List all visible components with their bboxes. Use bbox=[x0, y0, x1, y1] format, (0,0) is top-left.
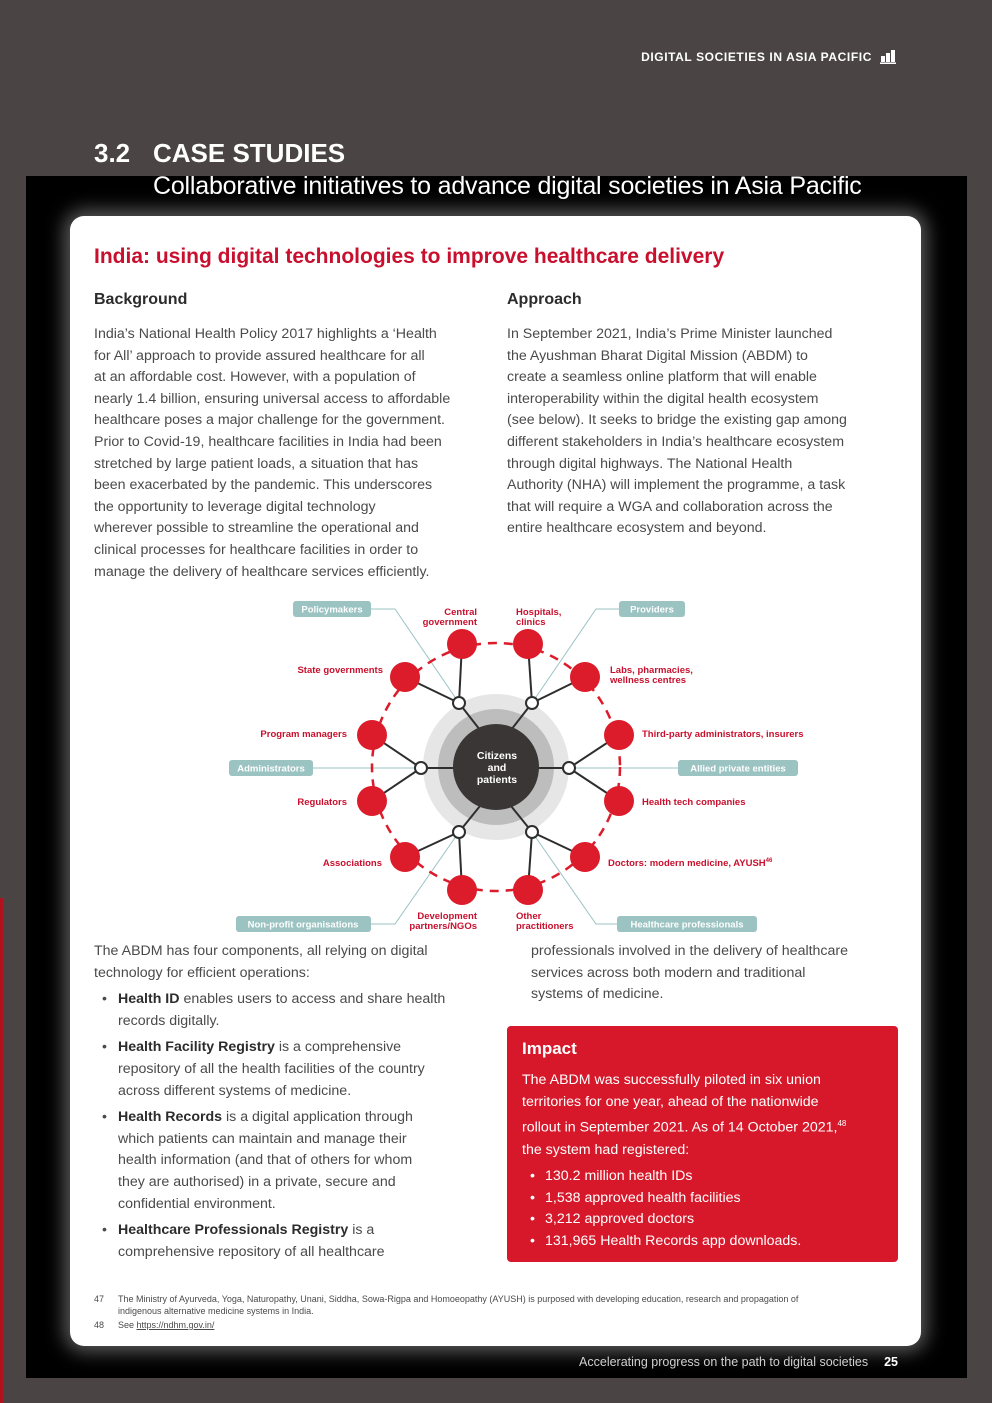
case-study-title: India: using digital technologies to improve healthcare delivery bbox=[94, 245, 725, 268]
component-professionals-registry: • Healthcare Professionals Registry is a comprehensive repository of all healthcare bbox=[94, 1220, 494, 1263]
impact-item: • 130.2 million health IDs bbox=[522, 1166, 887, 1188]
section-title: CASE STUDIES bbox=[153, 138, 346, 168]
center-label-2: and bbox=[487, 762, 507, 774]
node-label-hospitals-2: clinics bbox=[516, 617, 546, 628]
tag-allied-label: Allied private entities bbox=[690, 763, 786, 775]
node-label-development-2: partners/NGOs bbox=[409, 921, 477, 932]
approach-heading: Approach bbox=[507, 291, 582, 308]
node-label-labs-2: wellness centres bbox=[610, 675, 687, 686]
impact-heading: Impact bbox=[522, 1039, 577, 1058]
center-label-3: patients bbox=[476, 774, 518, 786]
footnote-47: 47 The Ministry of Ayurveda, Yoga, Naturopathy, Unani, Siddha, Sowa-Rigpa and Homoeopathy (AYUSH) is purposed with developing education, research and propagation of indigenous alternative medicine systems in India. bbox=[94, 1294, 799, 1316]
tag-providers-label: Providers bbox=[630, 604, 674, 616]
footnote-48: 48 See https://ndhm.gov.in/ bbox=[94, 1320, 215, 1330]
page-footer bbox=[579, 1355, 898, 1369]
background-text: India’s National Health Policy 2017 highlights a ‘Health for All’ approach to provide assured healthcare for all at an affordable cost. However, with a population of nearly 1.4 billion, ensuring universal access to affordable healthcare poses a major challenge for the government. Prior to Covid-19, healthcare facilities in India had been stretched by large patient loads, a situation that has been exacerbated by the pandemic. This underscores the opportunity to leverage digital technology wherever possible to streamline the operational and clinical processes for healthcare facilities in order to manage the delivery of healthcare services efficiently. bbox=[94, 326, 451, 580]
tag-policymakers-label: Policymakers bbox=[301, 604, 363, 616]
impact-box bbox=[507, 1026, 898, 1262]
components-continuation: professionals involved in the delivery of healthcare services across both modern and traditional systems of medicine. bbox=[531, 943, 849, 1003]
impact-list bbox=[522, 1166, 887, 1252]
ndhm-link[interactable]: https://ndhm.gov.in/ bbox=[136, 1320, 215, 1330]
impact-item: • 1,538 approved health facilities bbox=[522, 1188, 887, 1210]
node-label-health-tech: Health tech companies bbox=[642, 797, 746, 808]
node-label-doctors: Doctors: modern medicine, AYUSH$^{46}$ bbox=[608, 858, 773, 869]
component-health-records: • Health Records is a digital application through which patients can maintain and manage their health information (and that of others for whom they are authorised) in a private, secure and confidential environment. bbox=[94, 1107, 494, 1215]
page-number: 25 bbox=[884, 1355, 898, 1369]
node-label-hospitals-1: Hospitals, bbox=[516, 607, 562, 618]
footer-text: Accelerating progress on the path to digital societies bbox=[579, 1355, 869, 1369]
node-label-other-practitioners-1: Other bbox=[516, 911, 542, 922]
node-label-other-practitioners-2: practitioners bbox=[516, 921, 574, 932]
node-label-state-governments: State governments bbox=[297, 665, 383, 676]
node-label-third-party: Third-party administrators, insurers bbox=[642, 729, 804, 740]
tag-administrators-label: Administrators bbox=[237, 763, 305, 775]
node-label-central-government-2: government bbox=[422, 617, 477, 628]
component-health-id: • Health ID enables users to access and share health records digitally. bbox=[94, 989, 494, 1032]
footnotes bbox=[94, 1293, 894, 1333]
publication-title: DIGITAL SOCIETIES IN ASIA PACIFIC bbox=[641, 50, 872, 64]
tag-nonprofit-label: Non-profit organisations bbox=[247, 919, 359, 931]
background-heading: Background bbox=[94, 291, 188, 308]
center-label-1: Citizens bbox=[476, 750, 518, 762]
tag-healthcare-professionals-label: Healthcare professionals bbox=[630, 919, 744, 931]
section-number: 3.2 bbox=[94, 138, 131, 168]
components-list bbox=[94, 989, 494, 1263]
impact-text: The ABDM was successfully piloted in six union territories for one year, ahead of the nationwide rollout in September 2021. As of 14 October 2021,48 the system had registered: • 130.2 million health IDs • 1,538 approved health facilities • 3,212 approved doctors • 131,965 Health Records app downloads. bbox=[522, 1070, 887, 1252]
component-facility-registry: • Health Facility Registry is a comprehensive repository of all the health facilities of the country across different systems of medicine. bbox=[94, 1037, 494, 1102]
node-label-regulators: Regulators bbox=[297, 797, 347, 808]
node-label-program-managers: Program managers bbox=[260, 729, 347, 740]
node-label-development-1: Development bbox=[417, 911, 477, 922]
impact-item: • 131,965 Health Records app downloads. bbox=[522, 1231, 887, 1253]
node-label-associations: Associations bbox=[322, 858, 382, 869]
node-label-labs-1: Labs, pharmacies, bbox=[610, 665, 693, 676]
impact-item: • 3,212 approved doctors bbox=[522, 1209, 887, 1231]
components-section: The ABDM has four components, all relying on digital technology for efficient operations: • Health ID enables users to access and share health records digitally. • Health Facility Registry is a comprehensive repository of all the health facilities of the country across different systems of medicine. • Health Records is a digital application through which patients can maintain and manage their health information (and that of others for whom they are authorised) in a private, secure and confidential environment. • Healthcare Professionals Registry is a comprehensive repository of all healthcare bbox=[94, 941, 494, 1268]
approach-text: In September 2021, India’s Prime Minister launched the Ayushman Bharat Digital Mission (ABDM) to create a seamless online platform that will enable interoperability within the digital health ecosystem (see below). It seeks to bridge the existing gap among different stakeholders in India’s healthcare ecosystem through digital highways. The National Health Authority (NHA) will implement the programme, a task that will require a WGA and collaboration across the entire healthcare ecosystem and beyond. bbox=[507, 326, 847, 537]
section-subtitle: Collaborative initiatives to advance digital societies in Asia Pacific bbox=[153, 172, 862, 200]
node-label-central-government-1: Central bbox=[444, 607, 477, 618]
